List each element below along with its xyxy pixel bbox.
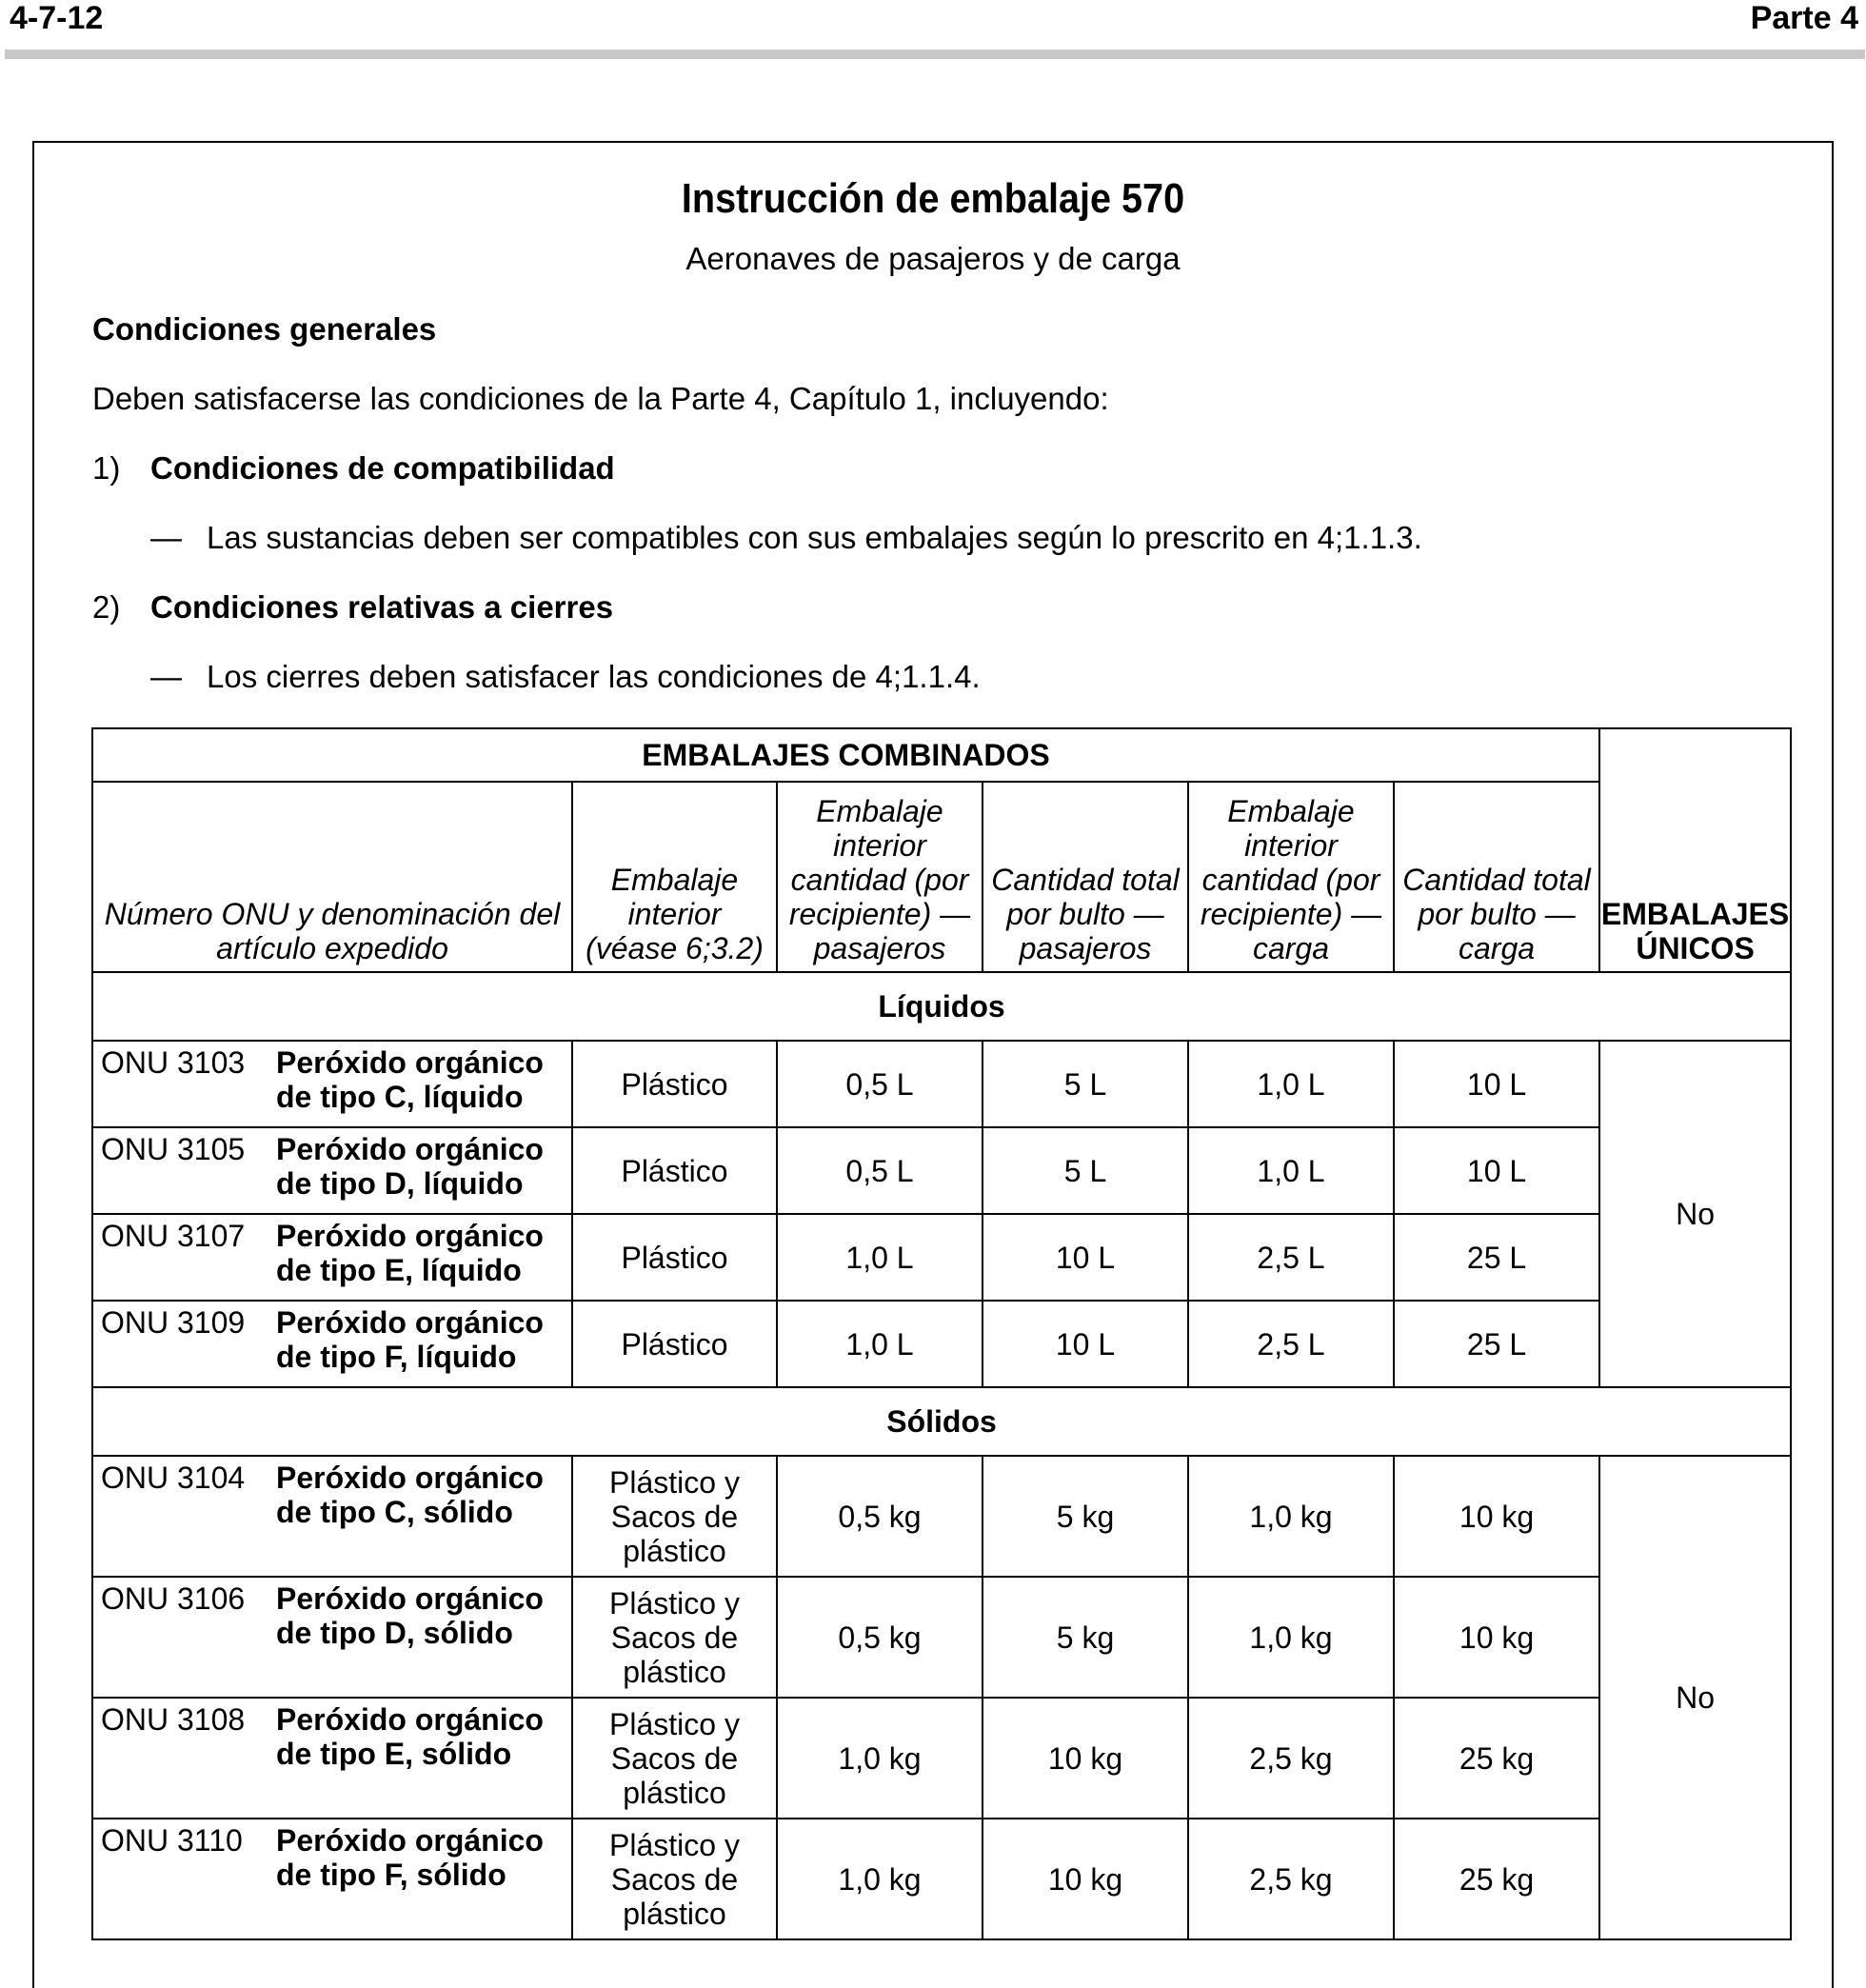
proper-shipping-name: Peróxido orgánico de tipo E, líquido — [276, 1219, 544, 1287]
un-number: ONU 3110 — [101, 1823, 243, 1858]
un-name-cell — [92, 1214, 572, 1301]
proper-shipping-name: Peróxido orgánico de tipo D, sólido — [276, 1581, 544, 1650]
cargo-total-qty-cell: 25 kg — [1394, 1698, 1599, 1819]
cargo-inner-qty-cell: 2,5 kg — [1188, 1819, 1394, 1939]
inner-packaging-cell: Plástico — [572, 1041, 777, 1127]
column-header-pax-inner — [777, 782, 983, 972]
pax-inner-qty-cell: 1,0 kg — [777, 1819, 983, 1939]
inner-packaging-cell: Plástico y Sacos de plástico — [572, 1577, 777, 1698]
un-name-cell — [92, 1301, 572, 1387]
cargo-total-qty-cell: 25 L — [1394, 1214, 1599, 1301]
cargo-total-qty-cell: 10 kg — [1394, 1456, 1599, 1577]
un-name-cell — [92, 1577, 572, 1698]
un-number: ONU 3106 — [101, 1581, 246, 1616]
proper-shipping-name: Peróxido orgánico de tipo F, líquido — [276, 1305, 544, 1374]
un-name-cell — [92, 1698, 572, 1819]
column-header-cargo-total — [1394, 782, 1599, 972]
item-number: 2) — [92, 589, 121, 625]
cargo-total-qty-cell: 10 kg — [1394, 1577, 1599, 1698]
column-header-inner-packaging — [572, 782, 777, 972]
cargo-inner-qty-cell: 1,0 kg — [1188, 1577, 1394, 1698]
column-header-single-packagings — [1599, 728, 1791, 972]
un-number: ONU 3107 — [101, 1219, 246, 1253]
un-name-cell — [92, 1819, 572, 1939]
general-conditions-intro: Deben satisfacerse las condiciones de la Parte 4, Capítulo 1, incluyendo: — [92, 381, 1109, 416]
single-packagings-cell: No — [1599, 1456, 1791, 1939]
column-header-label: Embalaje interior cantidad (por recipiente) — pasajeros — [788, 794, 971, 965]
pax-inner-qty-cell: 0,5 L — [777, 1041, 983, 1127]
inner-packaging-cell: Plástico y Sacos de plástico — [572, 1698, 777, 1819]
page-header — [0, 0, 1866, 38]
page-number: 4-7-12 — [10, 0, 104, 36]
pax-total-qty-cell: 10 L — [983, 1214, 1188, 1301]
proper-shipping-name: Peróxido orgánico de tipo C, líquido — [276, 1045, 544, 1114]
section-label-solids: Sólidos — [92, 1387, 1791, 1456]
cargo-total-qty-cell: 10 L — [1394, 1127, 1599, 1214]
pax-total-qty-cell: 5 L — [983, 1127, 1188, 1214]
proper-shipping-name: Peróxido orgánico de tipo C, sólido — [276, 1461, 544, 1529]
part-label: Parte 4 — [1750, 0, 1858, 36]
page-title: Instrucción de embalaje 570 — [681, 175, 1185, 222]
section-label-liquids: Líquidos — [92, 972, 1791, 1041]
table-row — [92, 1301, 1791, 1387]
general-conditions-heading: Condiciones generales — [92, 311, 437, 347]
pax-total-qty-cell: 5 kg — [983, 1456, 1188, 1577]
table-row — [92, 1041, 1791, 1127]
item-dash: — — [150, 520, 182, 555]
item-dash: — — [150, 659, 182, 694]
table-row — [92, 1819, 1791, 1939]
cargo-inner-qty-cell: 1,0 kg — [1188, 1456, 1394, 1577]
un-number: ONU 3105 — [101, 1132, 246, 1166]
cargo-inner-qty-cell: 1,0 L — [1188, 1127, 1394, 1214]
table-row — [92, 1456, 1791, 1577]
column-header-label: EMBALAJES ÚNICOS — [1600, 897, 1790, 965]
cargo-total-qty-cell: 25 L — [1394, 1301, 1599, 1387]
un-number: ONU 3109 — [101, 1305, 246, 1340]
inner-packaging-cell: Plástico — [572, 1214, 777, 1301]
pax-total-qty-cell: 10 kg — [983, 1819, 1188, 1939]
un-name-cell — [92, 1456, 572, 1577]
item-text: Los cierres deben satisfacer las condiciones de 4;1.1.4. — [207, 659, 981, 694]
inner-packaging-cell: Plástico — [572, 1301, 777, 1387]
pax-inner-qty-cell: 0,5 kg — [777, 1577, 983, 1698]
cargo-total-qty-cell: 25 kg — [1394, 1819, 1599, 1939]
item-heading: Condiciones de compatibilidad — [150, 450, 615, 486]
column-header-un-name — [92, 782, 572, 972]
column-header-cargo-inner — [1188, 782, 1394, 972]
pax-inner-qty-cell: 0,5 kg — [777, 1456, 983, 1577]
table-row — [92, 1127, 1791, 1214]
inner-packaging-cell: Plástico — [572, 1127, 777, 1214]
column-header-label: Embalaje interior cantidad (por recipiente) — carga — [1200, 794, 1382, 965]
pax-total-qty-cell: 5 L — [983, 1041, 1188, 1127]
item-number: 1) — [92, 450, 121, 486]
item-text: Las sustancias deben ser compatibles con sus embalajes según lo prescrito en 4;1.1.3. — [207, 520, 1422, 555]
table-row — [92, 1577, 1791, 1698]
pax-inner-qty-cell: 1,0 L — [777, 1301, 983, 1387]
un-number: ONU 3104 — [101, 1461, 246, 1495]
proper-shipping-name: Peróxido orgánico de tipo E, sólido — [276, 1702, 544, 1771]
un-name-cell — [92, 1127, 572, 1214]
pax-inner-qty-cell: 0,5 L — [777, 1127, 983, 1214]
column-header-label: Cantidad total por bulto — carga — [1402, 863, 1591, 965]
column-header-label: Cantidad total por bulto — pasajeros — [991, 863, 1180, 965]
pax-total-qty-cell: 10 kg — [983, 1698, 1188, 1819]
packing-table — [91, 727, 1792, 1940]
cargo-inner-qty-cell: 2,5 L — [1188, 1214, 1394, 1301]
combined-packagings-header: EMBALAJES COMBINADOS — [92, 728, 1599, 782]
item-heading: Condiciones relativas a cierres — [150, 589, 614, 625]
column-header-pax-total — [983, 782, 1188, 972]
cargo-inner-qty-cell: 1,0 L — [1188, 1041, 1394, 1127]
pax-inner-qty-cell: 1,0 L — [777, 1214, 983, 1301]
cargo-inner-qty-cell: 2,5 kg — [1188, 1698, 1394, 1819]
cargo-inner-qty-cell: 2,5 L — [1188, 1301, 1394, 1387]
un-number: ONU 3103 — [101, 1045, 246, 1080]
single-packagings-cell: No — [1599, 1041, 1791, 1387]
proper-shipping-name: Peróxido orgánico de tipo F, sólido — [276, 1823, 544, 1892]
header-rule — [5, 50, 1865, 59]
cargo-total-qty-cell: 10 L — [1394, 1041, 1599, 1127]
un-number: ONU 3108 — [101, 1702, 246, 1737]
un-name-cell — [92, 1041, 572, 1127]
proper-shipping-name: Peróxido orgánico de tipo D, líquido — [276, 1132, 544, 1201]
column-header-label: Número ONU y denominación del artículo expedido — [104, 897, 561, 965]
column-header-label: Embalaje interior (véase 6;3.2) — [586, 863, 764, 965]
inner-packaging-cell: Plástico y Sacos de plástico — [572, 1456, 777, 1577]
pax-total-qty-cell: 10 L — [983, 1301, 1188, 1387]
pax-inner-qty-cell: 1,0 kg — [777, 1698, 983, 1819]
pax-total-qty-cell: 5 kg — [983, 1577, 1188, 1698]
page-subtitle: Aeronaves de pasajeros y de carga — [685, 241, 1181, 276]
table-row — [92, 1214, 1791, 1301]
inner-packaging-cell: Plástico y Sacos de plástico — [572, 1819, 777, 1939]
table-row — [92, 1698, 1791, 1819]
